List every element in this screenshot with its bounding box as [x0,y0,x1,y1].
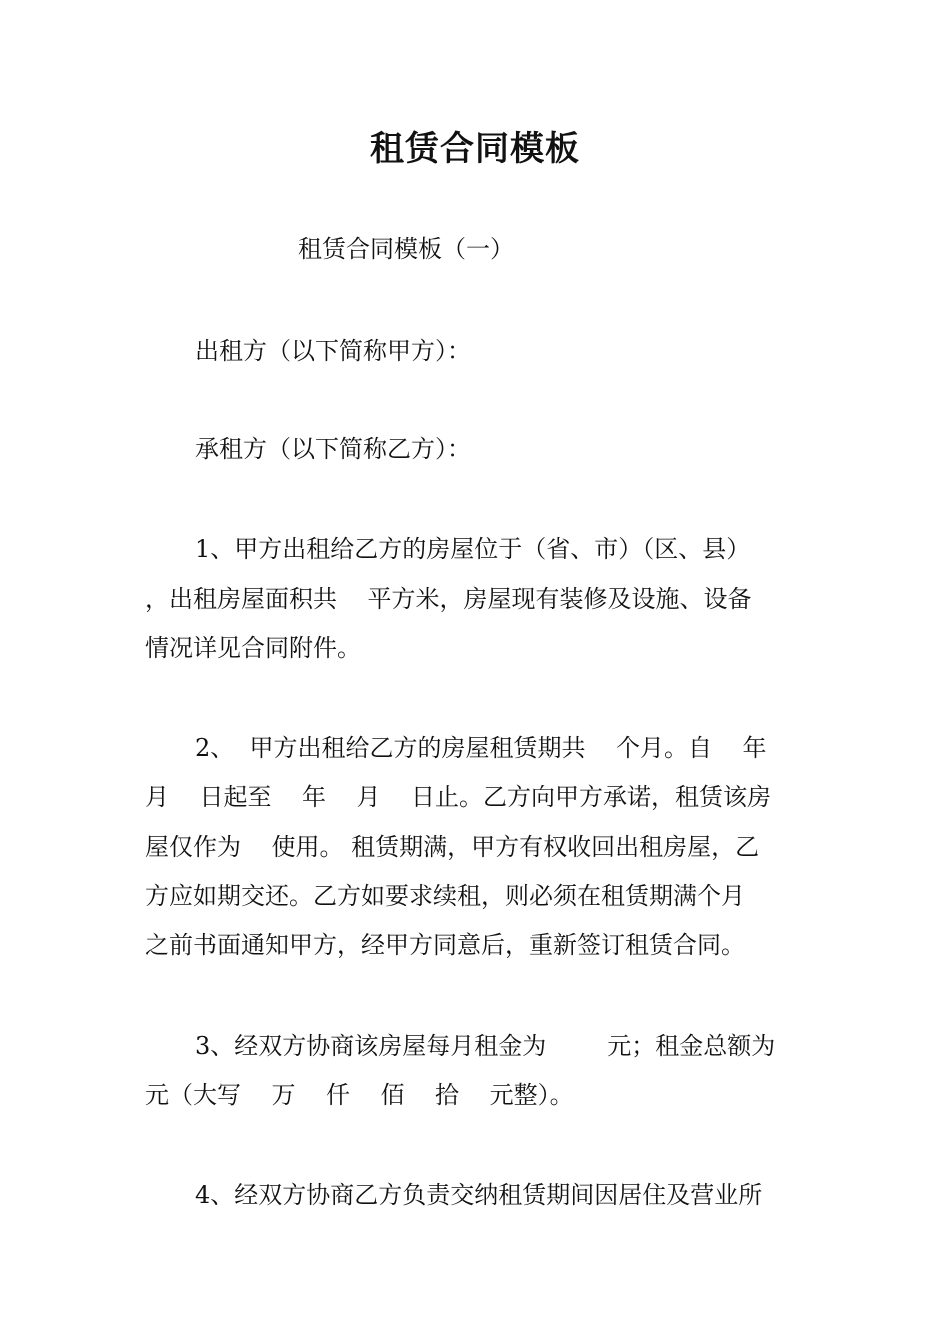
clause-4-line-1: 4、经双方协商乙方负责交纳租赁期间因居住及营业所 [195,1181,763,1209]
clause-3-line-1: 3、经双方协商该房屋每月租金为 元；租金总额为 [195,1032,776,1060]
clause-2-line-5: 之前书面通知甲方，经甲方同意后，重新签订租赁合同。 [145,931,745,959]
lessor-line: 出租方（以下简称甲方）： [195,337,471,365]
clause-1-line-3: 情况详见合同附件。 [145,634,361,662]
document-title: 租赁合同模板 [370,129,580,169]
clause-2-line-4: 方应如期交还。乙方如要求续租，则必须在租赁期满个月 [145,882,745,910]
clause-2-line-2: 月 日起至 年 月 日止。乙方向甲方承诺，租赁该房 [145,783,772,811]
clause-1-line-2: ，出租房屋面积共 平方米，房屋现有装修及设施、设备 [145,585,752,613]
clause-1-line-1: 1、甲方出租给乙方的房屋位于（省、市）（区、县） [195,535,751,563]
clause-3-line-2: 元（大写 万 仟 佰 拾 元整）。 [145,1081,574,1109]
clause-2-line-1: 2、 甲方出租给乙方的房屋租赁期共 个月。自 年 [195,734,767,762]
document-subtitle: 租赁合同模板（一） [298,235,514,263]
clause-2-line-3: 屋仅作为 使用。 租赁期满，甲方有权收回出租房屋，乙 [145,833,760,861]
lessee-line: 承租方（以下简称乙方）： [195,435,471,463]
